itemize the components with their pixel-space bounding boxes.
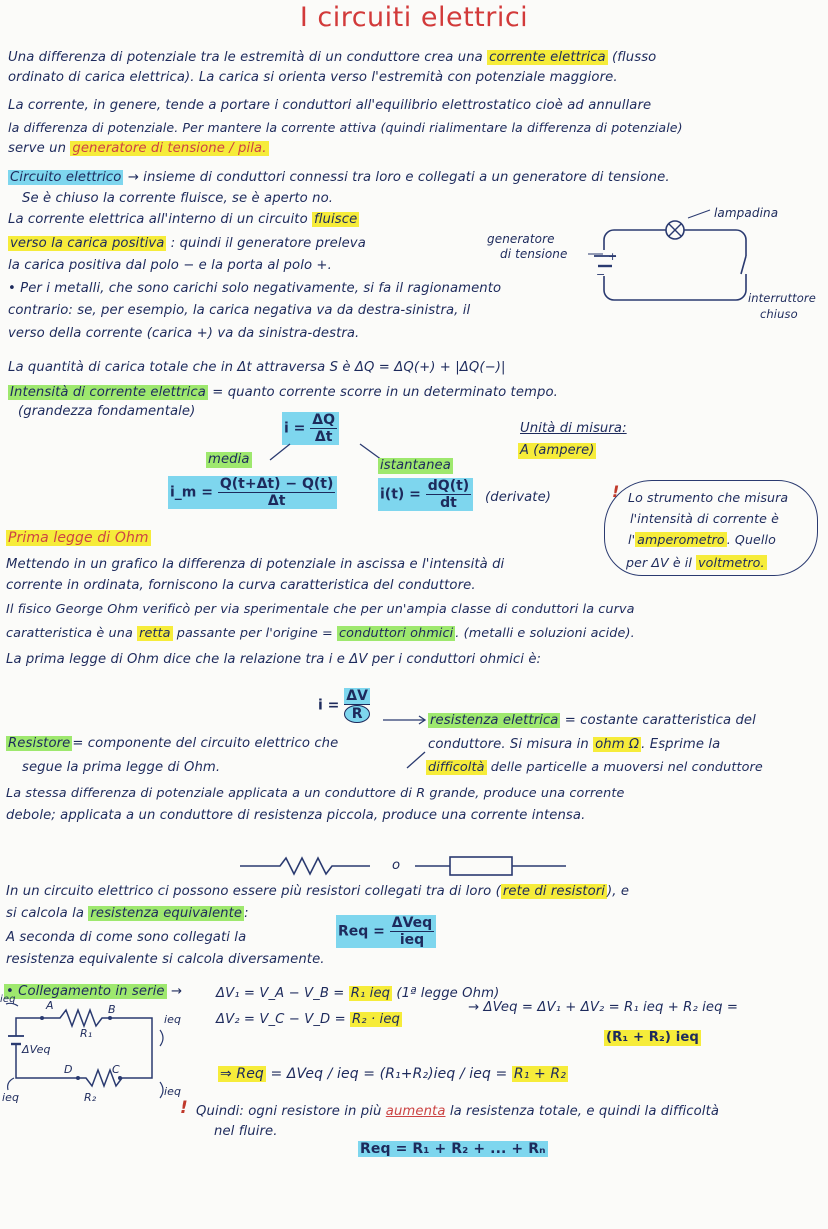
highlight-resistore: Resistore <box>8 736 71 751</box>
resistori-text: : <box>244 906 249 921</box>
serie-eq-1 <box>216 986 499 1002</box>
intro-line-3: La corrente, in genere, tende a portare i conduttori all'equilibrio elettrostatico cioè ad annullare <box>8 98 652 113</box>
formula-i: i = $\frac{\Delta Q}{\Delta t}$ <box>282 412 339 445</box>
circuito-line-8: verso della corrente (carica +) va da sinistra-destra. <box>8 326 360 341</box>
svg-text:+: + <box>608 250 618 263</box>
circuito-text: : quindi il generatore preleva <box>170 236 366 251</box>
intensita-text: = quanto corrente scorre in un determinato tempo. <box>212 385 558 400</box>
note-text: . Quello <box>726 532 776 547</box>
circuito-line-1 <box>8 170 670 186</box>
node-d: D <box>64 1063 73 1076</box>
circuito-line-2: Se è chiuso la corrente fluisce, se è aperto no. <box>22 191 334 206</box>
quindi-line-1 <box>196 1104 719 1120</box>
circuito-text: La corrente elettrica all'interno di un circuito <box>8 212 308 227</box>
label-o: o <box>392 858 401 873</box>
final-formula: Req = R₁ + R₂ + ... + Rₙ <box>360 1141 546 1157</box>
label-ieq-1: ieq <box>164 1013 182 1026</box>
intro-line-1 <box>8 50 656 66</box>
formula-media <box>168 476 337 509</box>
zigzag-resistor-icon <box>240 858 370 874</box>
ohm-text: . (metalli e soluzioni acide). <box>455 626 635 641</box>
highlight-carica-positiva: verso la carica positiva <box>10 236 165 251</box>
resistore-line-2: segue la prima legge di Ohm. <box>22 760 221 775</box>
circuito-line-6: • Per i metalli, che sono carichi solo negativamente, si fa il ragionamento <box>8 281 502 296</box>
highlight-collegamento-serie: • Collegamento in serie <box>6 984 165 999</box>
intensita-line-3: (grandezza fondamentale) <box>18 404 196 419</box>
highlight-difficolta: difficoltà <box>428 760 485 775</box>
intro-text: (flusso <box>612 50 657 65</box>
box-resistor-icon <box>450 857 512 875</box>
highlight-retta: retta <box>139 626 171 641</box>
formula-ohm-den: R <box>344 705 370 723</box>
ohm-text: passante per l'origine = <box>176 626 333 641</box>
svg-text:−: − <box>596 268 606 281</box>
ohm-text: caratteristica è una <box>6 626 133 641</box>
highlight-fluisce: fluisce <box>314 212 358 227</box>
resistori-line-4: resistenza equivalente si calcola diversamente. <box>6 952 325 967</box>
resistor-symbols <box>240 852 570 882</box>
formula-media-den: Δt <box>267 493 286 509</box>
quindi-line-2: nel fluire. <box>214 1124 278 1139</box>
circuito-line-5: la carica positiva dal polo − e la porta al polo +. <box>8 258 332 273</box>
circuito-line-3 <box>8 212 359 228</box>
node-c: C <box>112 1063 120 1076</box>
highlight-r1-ieq: R₁ ieq <box>350 986 391 1001</box>
serie-text: la resistenza totale, e quindi la difficoltà <box>449 1104 720 1119</box>
intensita-line-1: La quantità di carica totale che in Δt attraversa S è ΔQ = ΔQ(+) + |ΔQ(−)| <box>8 360 506 375</box>
ohm-text: = costante caratteristica del <box>564 713 756 728</box>
label-generatore-1: generatore <box>487 232 555 246</box>
highlight-amperometro: amperometro <box>637 532 725 547</box>
ohm-line-3: Il fisico George Ohm verificò per via sperimentale che per un'ampia classe di conduttori la curva <box>6 602 635 617</box>
highlight-r1-plus-r2: R₁ + R₂ <box>513 1066 566 1082</box>
ohm-text: delle particelle a muoversi nel conduttore <box>490 760 763 775</box>
serie-eq-4: (R₁ + R₂) ieq <box>606 1030 699 1045</box>
note-line-3 <box>628 532 776 548</box>
arrow-icon: → <box>170 984 183 999</box>
formula-req <box>336 915 436 948</box>
highlight-aumenta: aumenta <box>385 1104 446 1119</box>
ohm-text: conduttore. Si misura in <box>428 737 589 752</box>
serie-text: = ΔVeq / ieq = (R₁+R₂)ieq / ieq = <box>270 1066 508 1082</box>
page-title: I circuiti elettrici <box>299 2 529 33</box>
highlight-rete: rete di resistori <box>502 884 606 899</box>
note-line-2: l'intensità di corrente è <box>630 511 779 526</box>
serie-heading <box>4 984 182 1000</box>
ohm-heading-text: Prima legge di Ohm <box>8 530 149 546</box>
intro-line-4: la differenza di potenziale. Per mantere la corrente attiva (quindi rialimentare la differenza di potenziale) <box>8 120 683 135</box>
formula-req-den: ieq <box>399 932 425 948</box>
label-generatore-2: di tensione <box>500 247 568 261</box>
resistenza-line-1 <box>428 713 756 729</box>
ohm-arrows <box>355 712 435 772</box>
serie-text: (1ª legge Ohm) <box>396 986 500 1001</box>
resistori-text: si calcola la <box>6 906 85 921</box>
ohm-line-6: La stessa differenza di potenziale applicata a un conduttore di R grande, produce una corrente <box>6 786 625 801</box>
label-ieq-3: ieq <box>2 1091 20 1104</box>
serie-text: ΔV₁ = V_A − V_B = <box>216 986 345 1001</box>
serie-text: ΔV₂ = V_C − V_D = <box>216 1012 346 1027</box>
resistori-line-1 <box>6 884 629 900</box>
formula-req-num: ΔVeq <box>391 915 433 931</box>
resistori-line-2 <box>6 906 249 922</box>
formula-ist-num: dQ(t) <box>427 478 470 494</box>
highlight-corrente-elettrica: corrente elettrica <box>489 50 606 65</box>
resistenza-line-2 <box>428 737 720 753</box>
unit-value: A (ampere) <box>520 443 595 458</box>
label-ieq-4: ieq <box>0 994 16 1005</box>
highlight-r2-ieq: R₂ · ieq <box>352 1012 401 1027</box>
note-text: l' <box>628 532 636 547</box>
intensita-line-2 <box>8 385 558 401</box>
ohm-line-4 <box>6 626 635 642</box>
label-r1: R₁ <box>80 1027 93 1040</box>
label-ieq-2: ieq <box>164 1085 182 1098</box>
ohm-text: = componente del circuito elettrico che <box>72 736 339 751</box>
label-derivate: (derivate) <box>485 490 552 505</box>
label-lampadina: lampadina <box>714 206 779 220</box>
serie-eq-2 <box>216 1012 402 1028</box>
ohm-text: . Esprime la <box>641 737 721 752</box>
resistori-text: In un circuito elettrico ci possono essere più resistori collegati tra di loro ( <box>6 884 501 899</box>
resistore-line-1 <box>6 736 338 752</box>
ohm-line-2: corrente in ordinata, forniscono la curva caratteristica del conduttore. <box>6 578 476 593</box>
formula-media-lhs: i_m = <box>170 484 213 501</box>
formula-ist-den: dt <box>440 495 457 511</box>
intro-text: Una differenza di potenziale tra le estremità di un conduttore crea una <box>8 50 483 65</box>
highlight-voltmetro: voltmetro. <box>698 555 765 570</box>
highlight-req: ⇒ Req <box>220 1066 264 1082</box>
exclamation-icon: ! <box>612 482 620 501</box>
circuito-line-7: contrario: se, per esempio, la carica negativa va da destra-sinistra, il <box>8 303 471 318</box>
highlight-circuito-elettrico: Circuito elettrico <box>10 170 122 185</box>
resistenza-line-3 <box>426 760 763 776</box>
resistori-text: ), e <box>607 884 630 899</box>
node-a: A <box>46 999 54 1012</box>
serie-eq-3: → ΔVeq = ΔV₁ + ΔV₂ = R₁ ieq + R₂ ieq = <box>468 1000 739 1015</box>
note-line-1: Lo strumento che misura <box>628 490 789 505</box>
label-interruttore-1: interruttore <box>748 291 816 305</box>
exclamation-icon: ! <box>180 1098 188 1118</box>
note-line-4 <box>626 555 767 571</box>
highlight-resistenza-equivalente: resistenza equivalente <box>90 906 243 921</box>
label-istantanea: istantanea <box>380 458 451 473</box>
ohm-heading <box>6 530 151 546</box>
highlight-ohm-unit: ohm Ω <box>595 737 640 752</box>
intro-text: serve un <box>8 141 67 156</box>
circuito-line-4 <box>8 236 366 252</box>
label-interruttore-2: chiuso <box>760 307 798 321</box>
intro-line-5 <box>8 141 269 157</box>
unit-label: Unità di misura: <box>520 421 627 436</box>
highlight-generatore: generatore di tensione / pila. <box>72 141 267 156</box>
circuito-text: → insieme di conduttori connessi tra loro e collegati a un generatore di tensione. <box>127 170 670 185</box>
intro-line-2: ordinato di carica elettrica). La carica si orienta verso l'estremità con potenziale maggiore. <box>8 70 618 85</box>
formula-ohm-lhs: i = <box>318 697 340 714</box>
ohm-line-1: Mettendo in un grafico la differenza di potenziale in ascissa e l'intensità di <box>6 557 505 572</box>
highlight-intensita: Intensità di corrente elettrica <box>10 385 206 400</box>
highlight-resistenza-elettrica: resistenza elettrica <box>430 713 559 728</box>
ohm-line-5: La prima legge di Ohm dice che la relazione tra i e ΔV per i conduttori ohmici è: <box>6 652 542 667</box>
formula-istantanea <box>378 478 473 511</box>
formula-req-lhs: Req = <box>338 923 385 940</box>
formula-ohm-num: ΔV <box>346 688 368 704</box>
label-r2: R₂ <box>84 1091 97 1104</box>
serie-eq-5 <box>218 1066 568 1082</box>
serie-text: Quindi: ogni resistore in più <box>196 1104 382 1119</box>
ohm-line-7: debole; applicata a un conduttore di resistenza piccola, produce una corrente intensa. <box>6 808 586 823</box>
label-dveq: ΔVeq <box>22 1043 51 1056</box>
formula-ist-lhs: i(t) = <box>380 486 421 503</box>
note-text: per ΔV è il <box>626 555 693 570</box>
node-b: B <box>108 1003 116 1016</box>
highlight-conduttori-ohmici: conduttori ohmici <box>339 626 454 641</box>
label-media: media <box>208 452 250 467</box>
resistori-line-3: A seconda di come sono collegati la <box>6 930 247 945</box>
formula-media-num: Q(t+Δt) − Q(t) <box>219 476 334 492</box>
